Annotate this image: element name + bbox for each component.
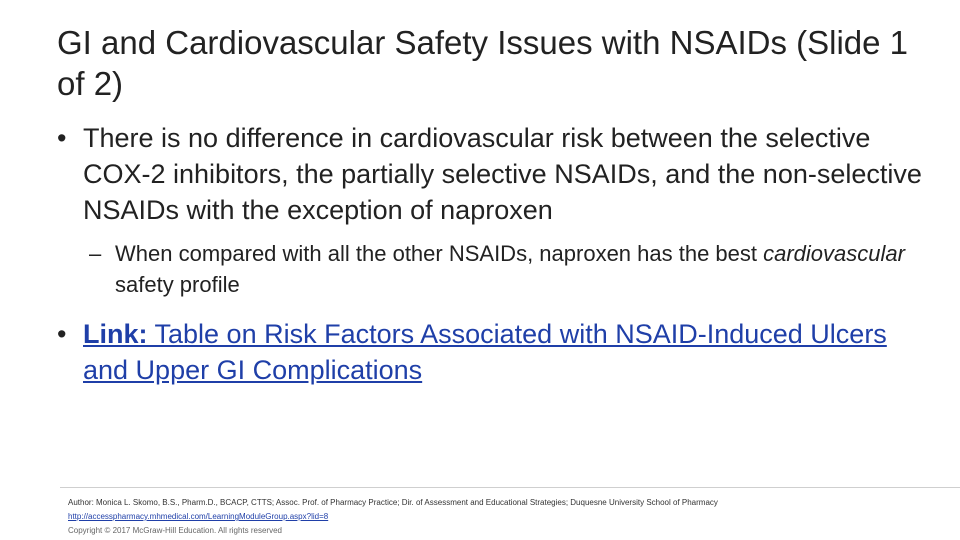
footer-url-link[interactable]: http://accesspharmacy.mhmedical.com/LearningModuleGroup.aspx?lid=8 xyxy=(68,512,329,521)
sub-bullet-emphasis: cardiovascular xyxy=(763,241,905,266)
bullet-marker-2: • xyxy=(57,319,67,349)
link-text: Table on Risk Factors Associated with NSAID-Induced Ulcers and Upper GI Complications xyxy=(83,319,887,385)
footer xyxy=(68,496,948,538)
footer-divider xyxy=(60,487,960,488)
slide-title: GI and Cardiovascular Safety Issues with NSAIDs (Slide 1 of 2) xyxy=(57,24,909,102)
sub-bullet-text-before: When compared with all the other NSAIDs, naproxen has the best xyxy=(115,241,764,266)
risk-factors-table-link[interactable] xyxy=(83,319,887,385)
sub-bullet-item-1 xyxy=(57,238,927,300)
bullet-1-text: There is no difference in cardiovascular risk between the selective COX-2 inhibitors, the partially selective NSAIDs, and the non-selective NSAIDs with the exception of naproxen xyxy=(83,123,922,225)
bullet-marker: • xyxy=(57,123,67,153)
footer-copyright: Copyright © 2017 McGraw-Hill Education. All rights reserved xyxy=(68,526,282,535)
sub-bullet-marker: – xyxy=(89,241,102,266)
bullet-item-1 xyxy=(57,120,927,228)
link-prefix: Link: xyxy=(83,319,148,349)
sub-bullet-text-after: safety profile xyxy=(115,272,240,297)
bullet-item-2 xyxy=(57,316,927,388)
bullet-list xyxy=(57,120,927,388)
footer-author: Author: Monica L. Skomo, B.S., Pharm.D., BCACP, CTTS; Assoc. Prof. of Pharmacy Practice; Dir. of Assessment and Educational Strategies; Duquesne University School of Pharmacy xyxy=(68,498,718,507)
